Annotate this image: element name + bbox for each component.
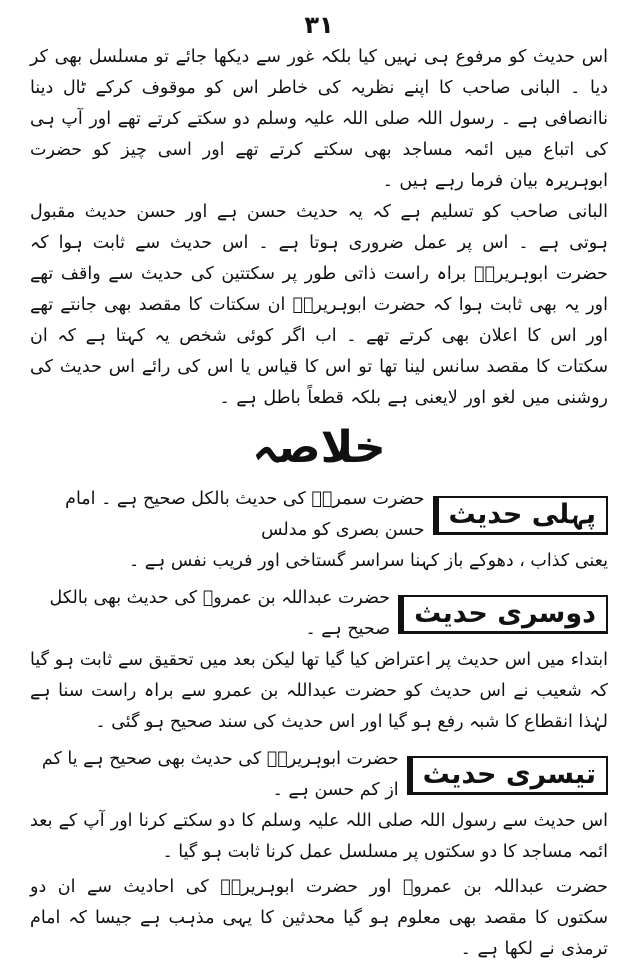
hadith-first-line	[30, 484, 608, 546]
hadith-text-rest: اس حدیث سے رسول اللہ صلی اللہ علیہ وسلم کا دو سکتے کرنا اور آپ کے بعد ائمہ مساجد کا دو سکتوں پر مسلسل عمل کرنا ثابت ہو گیا ۔	[30, 811, 608, 862]
paragraph-final: حضرت عبداللہ بن عمروؓ اور حضرت ابوہریرہؓ کی احادیث سے ان دو سکتوں کا مقصد بھی معلوم ہو گیا محدثین کا یہی مذہب ہے جیسا کہ امام ترمذی نے لکھا ہے ۔	[30, 877, 608, 959]
hadith-label-third: تیسری حدیث	[407, 756, 608, 795]
hadith-text-rest: یعنی کذاب ، دھوکے باز کہنا سراسر گستاخی اور فریب نفس ہے ۔	[128, 551, 608, 571]
hadith-text-first-line: حضرت عبداللہ بن عمروؓ کی حدیث بھی بالکل صحیح ہے ۔	[49, 588, 391, 639]
hadith-block-second	[30, 583, 608, 738]
section-title-summary: خلاصہ	[252, 422, 386, 473]
paragraph-1: اس حدیث کو مرفوع ہی نہیں کیا بلکہ غور سے دیکھا جائے تو مسلسل بھی کر دیا ۔ البانی صاحب کا اپنے نظریہ کی خاطر اس کو موقوف کرکے ٹال دینا ناانصافی ہے ۔ رسول اللہ صلی اللہ علیہ وسلم دو سکتے کرتے تھے اور آپ ہی کی اتباع میں ائمہ مساجد بھی سکتے کرتے تھے اور اسی چیز کو حضرت ابوہریرہ بیان فرما رہے ہیں ۔	[30, 47, 608, 191]
hadith-first-line	[30, 583, 608, 645]
hadith-block-first	[30, 484, 608, 577]
paragraph-2: البانی صاحب کو تسلیم ہے کہ یہ حدیث حسن ہے اور حسن حدیث مقبول ہوتی ہے ۔ اس پر عمل ضروری ہوتا ہے ۔ اس حدیث سے ثابت ہوا کہ حضرت ابوہریرہؓ براہ راست ذاتی طور پر سکتتین کی حدیث سے واقف تھے اور یہ بھی ثابت ہوا کہ حضرت ابوہریرہؓ ان سکتات کا مقصد بھی جانتے تھے اور اس کا اعلان بھی کرتے تھے ۔ اب اگر کوئی شخص یہ کہتا ہے کہ ان سکتات کا مقصد سانس لینا تھا تو اس کا قیاس یا اس کی رائے اس حدیث کی روشنی میں لغو اور لایعنی ہے بلکہ قطعاً باطل ہے ۔	[30, 202, 608, 408]
hadith-text-first-line: حضرت سمرہؓ کی حدیث بالکل صحیح ہے ۔ امام حسن بصری کو مدلس	[65, 489, 425, 540]
hadith-label-first: پہلی حدیث	[433, 496, 608, 535]
page-number: ۳۱	[304, 11, 334, 39]
hadith-text-first-line: حضرت ابوہریرہؓ کی حدیث بھی صحیح ہے یا کم از کم حسن ہے ۔	[41, 749, 399, 800]
hadith-first-line	[30, 744, 608, 806]
hadith-text-rest: ابتداء میں اس حدیث پر اعتراض کیا گیا تھا لیکن بعد میں تحقیق سے ثابت ہو گیا کہ شعیب نے اس حدیث کو حضرت عبداللہ بن عمرو سے براہ راست سنا ہے لہٰذا انقطاع کا شبہ رفع ہو گیا اور اس حدیث کی سند صحیح ہو گئی ۔	[30, 650, 608, 732]
hadith-block-third	[30, 744, 608, 868]
hadith-label-second: دوسری حدیث	[398, 595, 608, 634]
